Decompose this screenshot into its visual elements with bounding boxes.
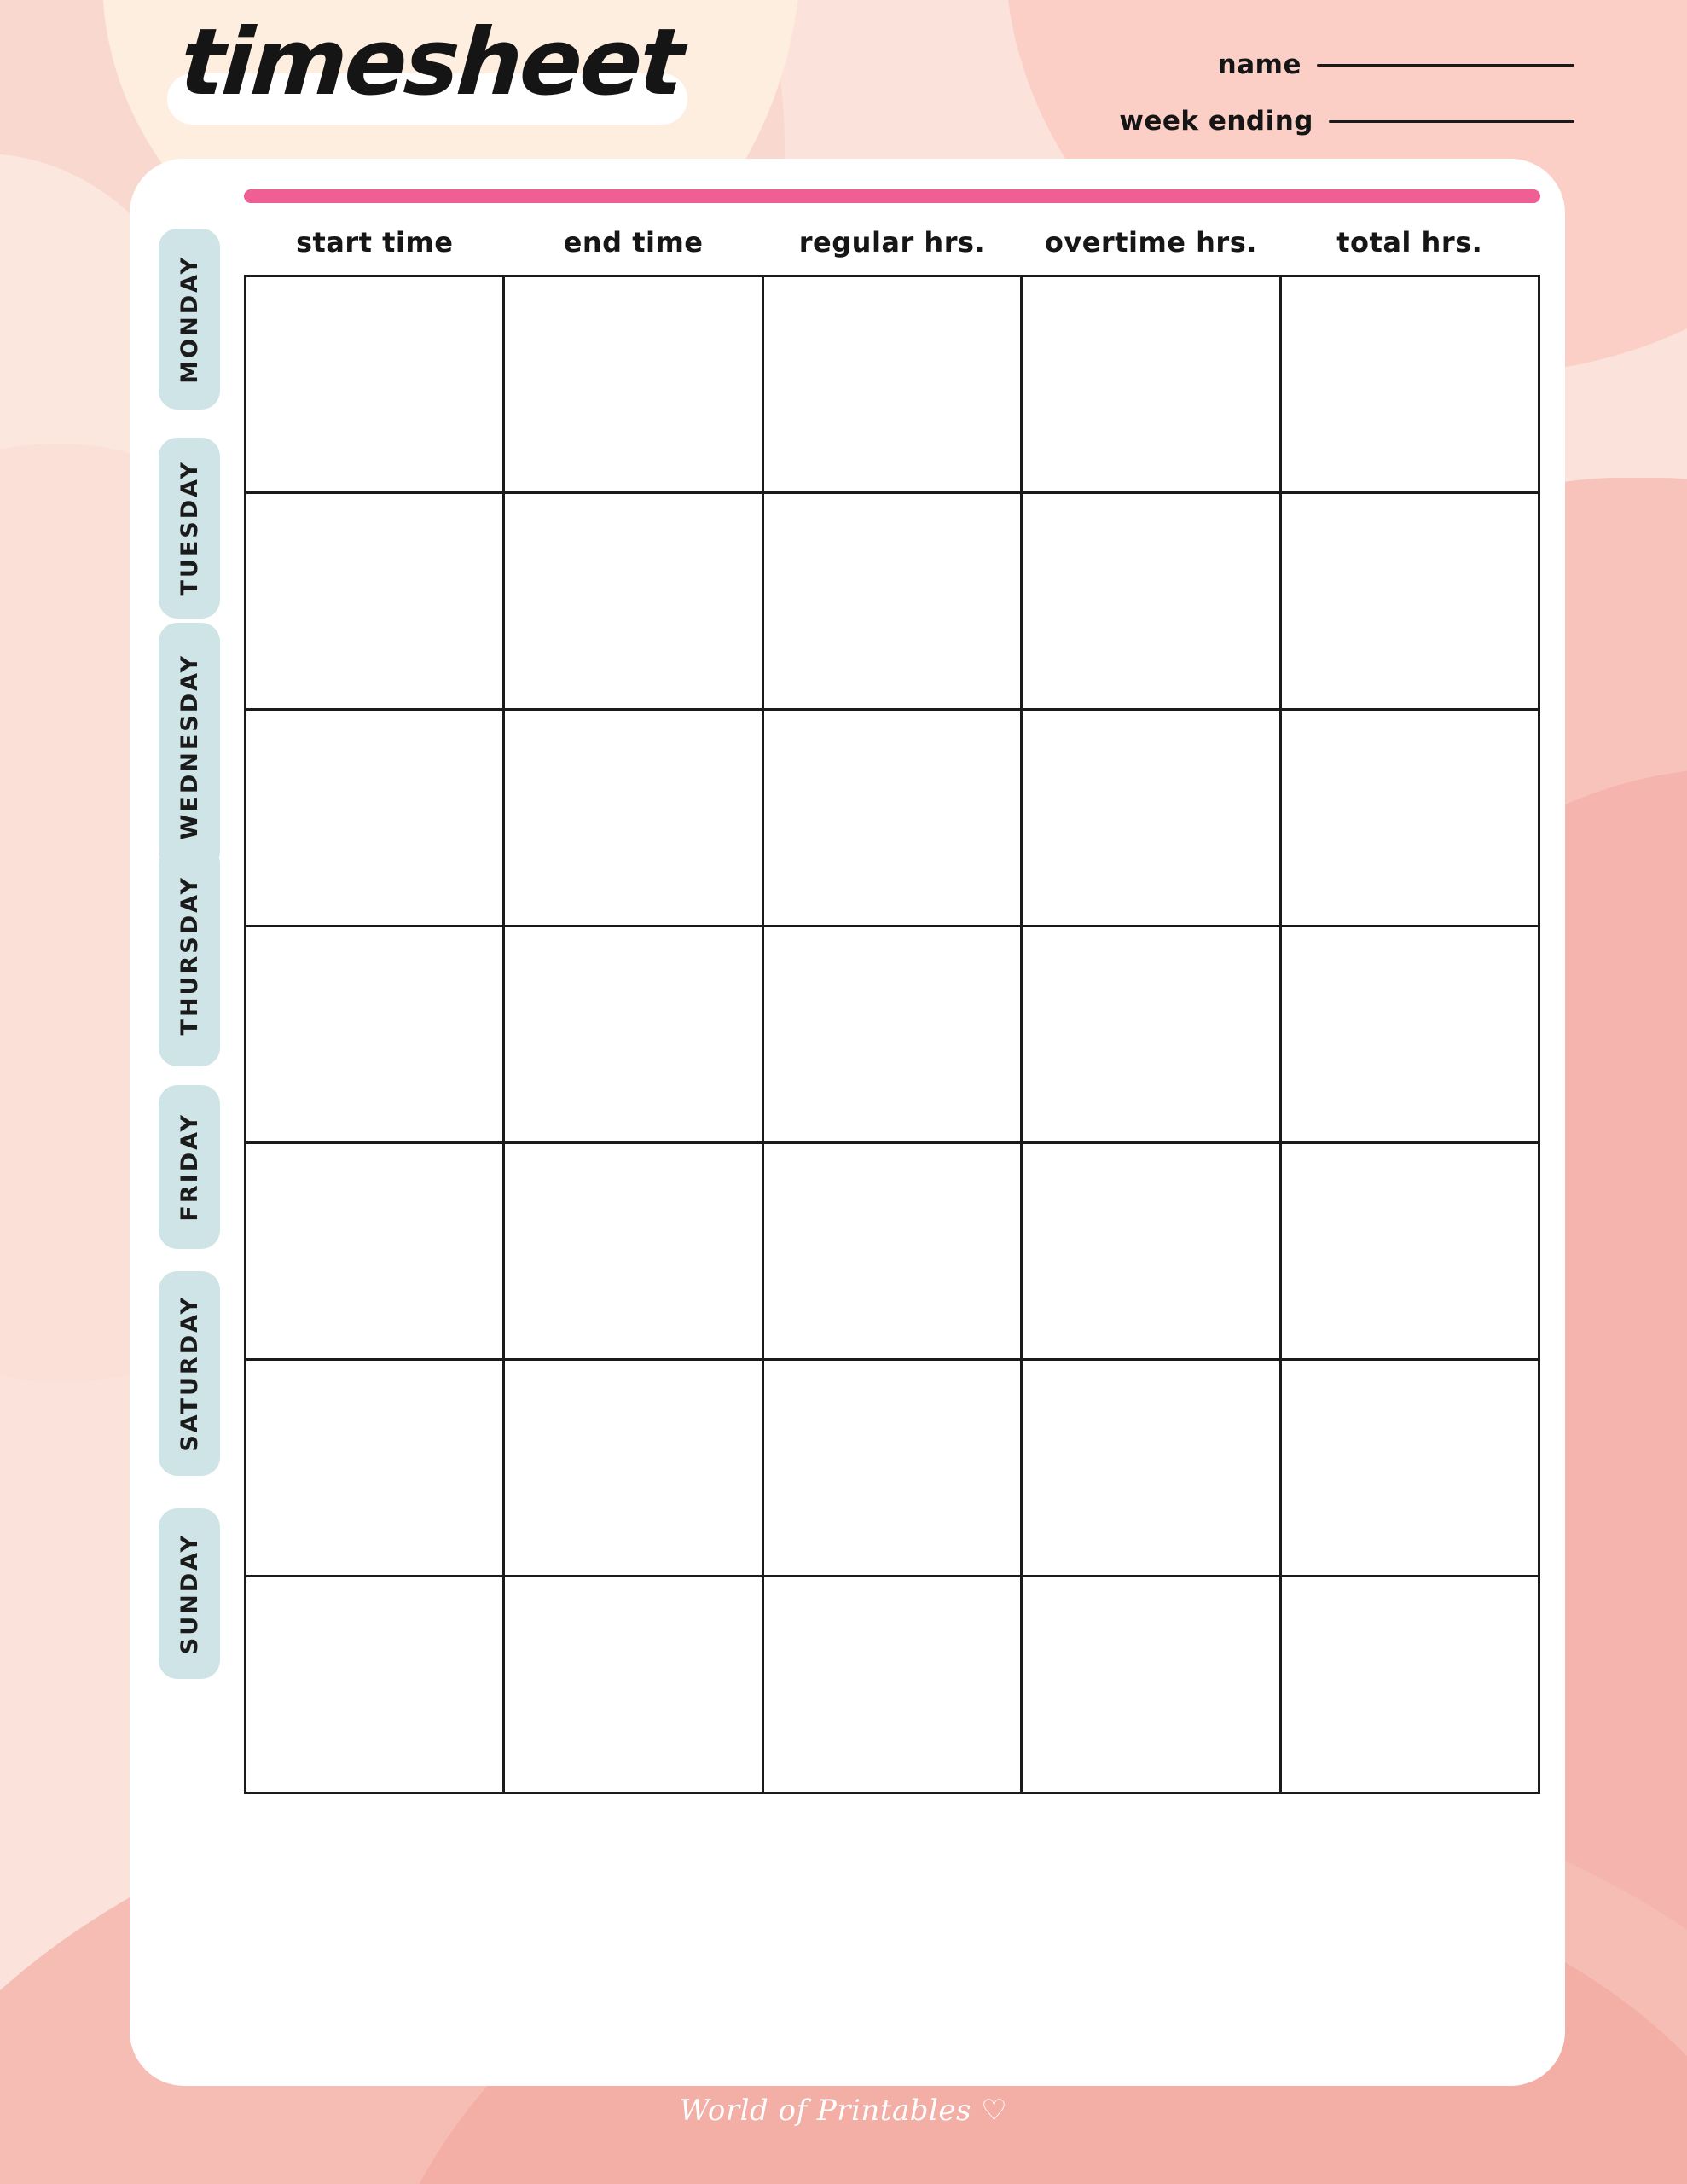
column-header-end-time: end time: [563, 226, 704, 258]
table-row: [246, 926, 1539, 1143]
day-label-monday: MONDAY: [176, 254, 203, 384]
cell-thursday-total-hrs[interactable]: [1280, 926, 1539, 1143]
day-label-wednesday: WEDNESDAY: [176, 653, 203, 840]
day-label-thursday: THURSDAY: [176, 875, 203, 1036]
cell-saturday-start-time[interactable]: [246, 1360, 504, 1577]
name-field-line[interactable]: [1317, 64, 1574, 67]
column-header-total-hrs: total hrs.: [1336, 226, 1483, 258]
cell-wednesday-total-hrs[interactable]: [1280, 710, 1539, 926]
cell-friday-end-time[interactable]: [504, 1143, 762, 1360]
day-tab-saturday: [159, 1271, 220, 1476]
cell-friday-start-time[interactable]: [246, 1143, 504, 1360]
cell-tuesday-end-time[interactable]: [504, 493, 762, 710]
cell-friday-overtime-hrs[interactable]: [1022, 1143, 1280, 1360]
timesheet-table: [244, 210, 1540, 1794]
table-row: [246, 493, 1539, 710]
cell-friday-regular-hrs[interactable]: [762, 1143, 1021, 1360]
cell-sunday-end-time[interactable]: [504, 1577, 762, 1793]
day-tab-friday: [159, 1085, 220, 1249]
cell-wednesday-regular-hrs[interactable]: [762, 710, 1021, 926]
cell-thursday-start-time[interactable]: [246, 926, 504, 1143]
day-label-saturday: SATURDAY: [176, 1295, 203, 1452]
cell-thursday-end-time[interactable]: [504, 926, 762, 1143]
table-row: [246, 1577, 1539, 1793]
day-tab-sunday: [159, 1508, 220, 1679]
table-row: [246, 710, 1539, 926]
cell-monday-overtime-hrs[interactable]: [1022, 276, 1280, 493]
table-header-row: [246, 210, 1539, 276]
cell-friday-total-hrs[interactable]: [1280, 1143, 1539, 1360]
day-tab-tuesday: [159, 438, 220, 619]
page-title: timesheet: [177, 9, 686, 116]
cell-saturday-overtime-hrs[interactable]: [1022, 1360, 1280, 1577]
cell-wednesday-start-time[interactable]: [246, 710, 504, 926]
cell-tuesday-total-hrs[interactable]: [1280, 493, 1539, 710]
day-tab-thursday: [159, 845, 220, 1066]
cell-wednesday-end-time[interactable]: [504, 710, 762, 926]
cell-sunday-total-hrs[interactable]: [1280, 1577, 1539, 1793]
cell-monday-end-time[interactable]: [504, 276, 762, 493]
cell-thursday-overtime-hrs[interactable]: [1022, 926, 1280, 1143]
day-label-friday: FRIDAY: [176, 1112, 203, 1222]
footer-watermark: World of Printables ♡: [679, 2094, 1008, 2128]
name-field-label: name: [1217, 49, 1301, 80]
column-header-overtime-hrs: overtime hrs.: [1044, 226, 1257, 258]
cell-tuesday-regular-hrs[interactable]: [762, 493, 1021, 710]
name-field[interactable]: [1218, 49, 1574, 80]
week-ending-field-line[interactable]: [1329, 120, 1574, 123]
cell-wednesday-overtime-hrs[interactable]: [1022, 710, 1280, 926]
cell-saturday-regular-hrs[interactable]: [762, 1360, 1021, 1577]
cell-sunday-overtime-hrs[interactable]: [1022, 1577, 1280, 1793]
day-tab-monday: [159, 229, 220, 410]
timesheet-table-wrapper: [244, 189, 1540, 1794]
column-header-start-time: start time: [295, 226, 454, 258]
week-ending-field-label: week ending: [1119, 106, 1313, 136]
cell-saturday-end-time[interactable]: [504, 1360, 762, 1577]
cell-saturday-total-hrs[interactable]: [1280, 1360, 1539, 1577]
cell-sunday-regular-hrs[interactable]: [762, 1577, 1021, 1793]
column-header-regular-hrs: regular hrs.: [798, 226, 986, 258]
cell-tuesday-start-time[interactable]: [246, 493, 504, 710]
table-row: [246, 1143, 1539, 1360]
cell-tuesday-overtime-hrs[interactable]: [1022, 493, 1280, 710]
cell-sunday-start-time[interactable]: [246, 1577, 504, 1793]
day-label-tuesday: TUESDAY: [176, 460, 203, 596]
day-tab-wednesday: [159, 623, 220, 870]
table-row: [246, 276, 1539, 493]
table-row: [246, 1360, 1539, 1577]
day-label-sunday: SUNDAY: [176, 1532, 203, 1655]
week-ending-field[interactable]: [1119, 106, 1574, 136]
cell-monday-regular-hrs[interactable]: [762, 276, 1021, 493]
cell-thursday-regular-hrs[interactable]: [762, 926, 1021, 1143]
cell-monday-total-hrs[interactable]: [1280, 276, 1539, 493]
table-top-accent-bar: [244, 189, 1540, 203]
cell-monday-start-time[interactable]: [246, 276, 504, 493]
